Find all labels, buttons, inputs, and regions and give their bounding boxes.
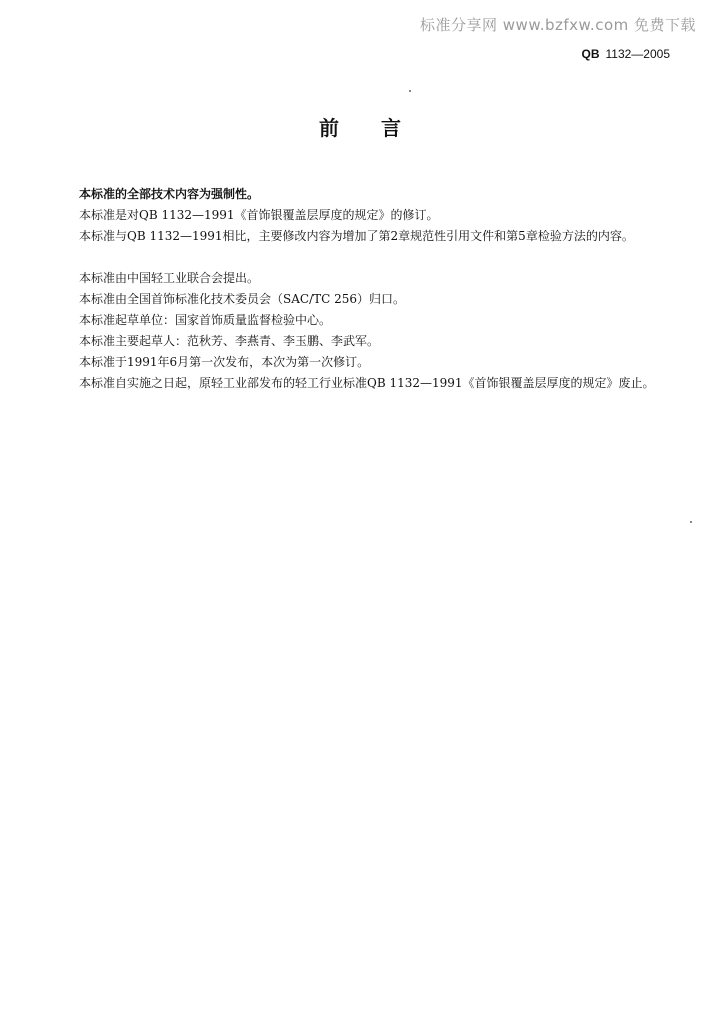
standard-number: 1132—2005 <box>605 47 670 61</box>
foreword-paragraph: 本标准于1991年6月第一次发布，本次为第一次修订。 <box>79 355 370 369</box>
foreword-paragraph: 本标准的全部技术内容为强制性。 <box>79 187 260 201</box>
scan-speck <box>409 90 411 92</box>
foreword-paragraph: 本标准由中国轻工业联合会提出。 <box>79 271 260 285</box>
paragraph-gap <box>52 247 680 268</box>
foreword-paragraph: 本标准主要起草人：范秋芳、李燕青、李玉鹏、李武军。 <box>79 334 380 348</box>
foreword-paragraph: 本标准起草单位：国家首饰质量监督检验中心。 <box>79 313 332 327</box>
site-watermark: 标准分享网 www.bzfxw.com 免费下载 <box>420 16 696 34</box>
foreword-paragraph: 本标准自实施之日起，原轻工业部发布的轻工行业标准QB 1132—1991《首饰银覆盖层厚度的规定》废止。 <box>79 376 655 390</box>
foreword-paragraph: 本标准与QB 1132—1991相比，主要修改内容为增加了第2章规范性引用文件和第5章检验方法的内容。 <box>79 229 634 243</box>
section-title: 前言 <box>319 116 443 140</box>
scan-speck <box>690 521 692 523</box>
foreword-body <box>52 184 680 394</box>
standard-code: QB <box>581 47 600 61</box>
document-number <box>582 47 671 61</box>
foreword-paragraph: 本标准由全国首饰标准化技术委员会（SAC/TC 256）归口。 <box>79 292 406 306</box>
foreword-paragraph: 本标准是对QB 1132—1991《首饰银覆盖层厚度的规定》的修订。 <box>79 208 439 222</box>
